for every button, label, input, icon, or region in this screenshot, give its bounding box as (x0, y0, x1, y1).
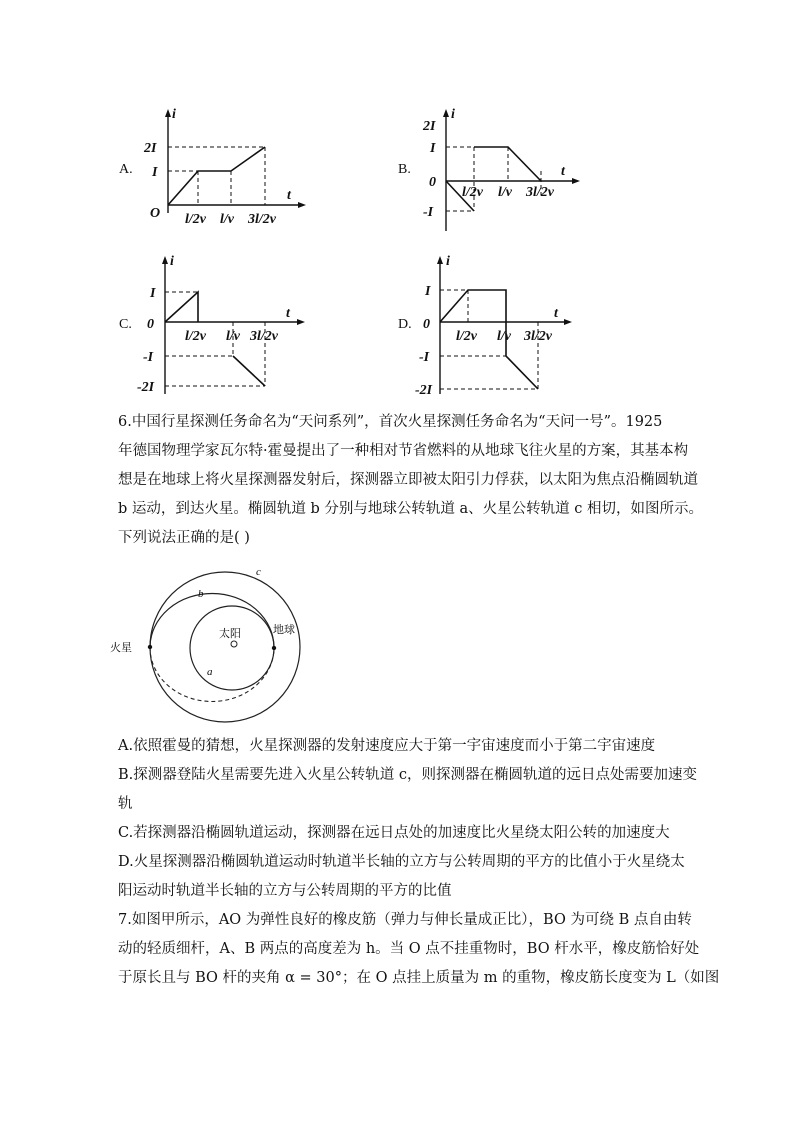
tick-neg-2i: -2I (415, 383, 433, 398)
tick-3l2v: 3l/2v (524, 329, 552, 344)
tick-l2v: l/2v (456, 329, 477, 344)
tick-l2v: l/2v (185, 329, 206, 344)
sun-icon (231, 641, 237, 647)
origin-label: 0 (147, 317, 154, 332)
tick-i: I (150, 286, 156, 301)
label-b: b (198, 588, 204, 600)
q6-option-c: C.若探测器沿椭圆轨道运动，探测器在远日点处的加速度比火星绕太阳公转的加速度大 (118, 825, 670, 841)
tick-l2v: l/2v (185, 212, 206, 227)
q7-line: 于原长且与 BO 杆的夹角 α = 30°；在 O 点挂上质量为 m 的重物，橡皮筋长度变为 L（如图 (118, 970, 720, 986)
transfer-orbit-b-solid (150, 593, 274, 648)
graph-c (138, 252, 313, 397)
tick-i: I (152, 165, 158, 180)
q6-line: 想是在地球上将火星探测器发射后，探测器立即被太阳引力俘获，以太阳为焦点沿椭圆轨道 (118, 472, 698, 488)
q6-option-d-cont: 阳运动时轨道半长轴的立方与公转周期的平方的比值 (118, 883, 452, 899)
x-axis-arrow (297, 319, 305, 325)
origin-label: 0 (423, 317, 430, 332)
origin-label: O (150, 206, 161, 221)
tick-l2v: l/2v (462, 185, 483, 200)
option-c-label: C. (119, 317, 132, 332)
current-line (168, 147, 265, 205)
q7-line: 7.如图甲所示，AO 为弹性良好的橡皮筋（弹力与伸长量成正比），BO 为可绕 B 点自由转 (118, 912, 692, 928)
y-axis-arrow (437, 256, 443, 264)
x-axis-label: t (554, 306, 558, 321)
q6-line: 6.中国行星探测任务命名为“天问系列”，首次火星探测任务命名为“天问一号”。1925 (118, 414, 663, 430)
earth-dot (272, 646, 276, 650)
label-c: c (256, 566, 261, 578)
option-d-label: D. (398, 317, 412, 332)
graph-a (140, 105, 310, 225)
q6-option-b: B.探测器登陆火星需要先进入火星公转轨道 c，则探测器在椭圆轨道的远日点处需要加速变 (118, 767, 697, 783)
tick-neg-i: -I (143, 350, 154, 365)
label-a: a (207, 666, 213, 678)
y-axis-label: i (446, 254, 450, 269)
tick-neg-i: -I (423, 205, 434, 220)
tick-lv: l/v (497, 329, 511, 344)
tick-2i: 2I (144, 141, 157, 156)
x-axis-arrow (298, 202, 306, 208)
q6-option-d: D.火星探测器沿椭圆轨道运动时轨道半长轴的立方与公转周期的平方的比值小于火星绕太 (118, 854, 685, 870)
q6-line: b 运动，到达火星。椭圆轨道 b 分别与地球公转轨道 a、火星公转轨道 c 相切，如图所示。 (118, 501, 703, 517)
tick-neg-2i: -2I (137, 380, 155, 395)
tick-lv: l/v (498, 185, 512, 200)
tick-3l2v: 3l/2v (526, 185, 554, 200)
x-axis-label: t (286, 306, 290, 321)
tick-2i: 2I (423, 119, 436, 134)
option-a-label: A. (119, 162, 133, 177)
current-line-positive (440, 290, 506, 322)
tick-lv: l/v (226, 329, 240, 344)
tick-neg-i: -I (419, 350, 430, 365)
q6-stem (118, 408, 703, 553)
q6-option-b-cont: 轨 (118, 796, 133, 812)
tick-lv: l/v (220, 212, 234, 227)
graph-d (415, 252, 583, 398)
tick-i: I (425, 284, 431, 299)
option-b-label: B. (398, 162, 411, 177)
origin-label: 0 (429, 175, 436, 190)
mars-dot (148, 645, 152, 649)
q7-stem (118, 906, 720, 993)
q6-options (118, 732, 697, 906)
sun-label: 太阳 (219, 627, 241, 640)
orbit-diagram (110, 560, 320, 720)
tick-i: I (430, 141, 436, 156)
q6-option-a: A.依照霍曼的猜想，火星探测器的发射速度应大于第一宇宙速度而小于第二宇宙速度 (118, 738, 656, 754)
q6-line: 下列说法正确的是( ) (118, 530, 250, 546)
y-axis-arrow (165, 109, 171, 117)
y-axis-arrow (443, 109, 449, 117)
x-axis-label: t (287, 188, 291, 203)
x-axis-arrow (572, 178, 580, 184)
tick-3l2v: 3l/2v (250, 329, 278, 344)
y-axis-label: i (170, 254, 174, 269)
x-axis-label: t (561, 164, 565, 179)
q6-line: 年德国物理学家瓦尔特·霍曼提出了一种相对节省燃料的从地球飞往火星的方案，其基本构 (118, 443, 689, 459)
current-line-positive (165, 292, 198, 322)
current-line-negative (233, 356, 265, 386)
earth-orbit-a (190, 606, 274, 690)
q7-line: 动的轻质细杆，A、B 两点的高度差为 h。当 O 点不挂重物时，BO 杆水平，橡皮筋恰好处 (118, 941, 700, 957)
y-axis-arrow (162, 256, 168, 264)
mars-label: 火星 (110, 641, 132, 654)
graph-b (420, 105, 590, 235)
earth-label: 地球 (273, 623, 295, 636)
y-axis-label: i (451, 107, 455, 122)
y-axis-label: i (172, 107, 176, 122)
tick-3l2v: 3l/2v (248, 212, 276, 227)
x-axis-arrow (564, 319, 572, 325)
